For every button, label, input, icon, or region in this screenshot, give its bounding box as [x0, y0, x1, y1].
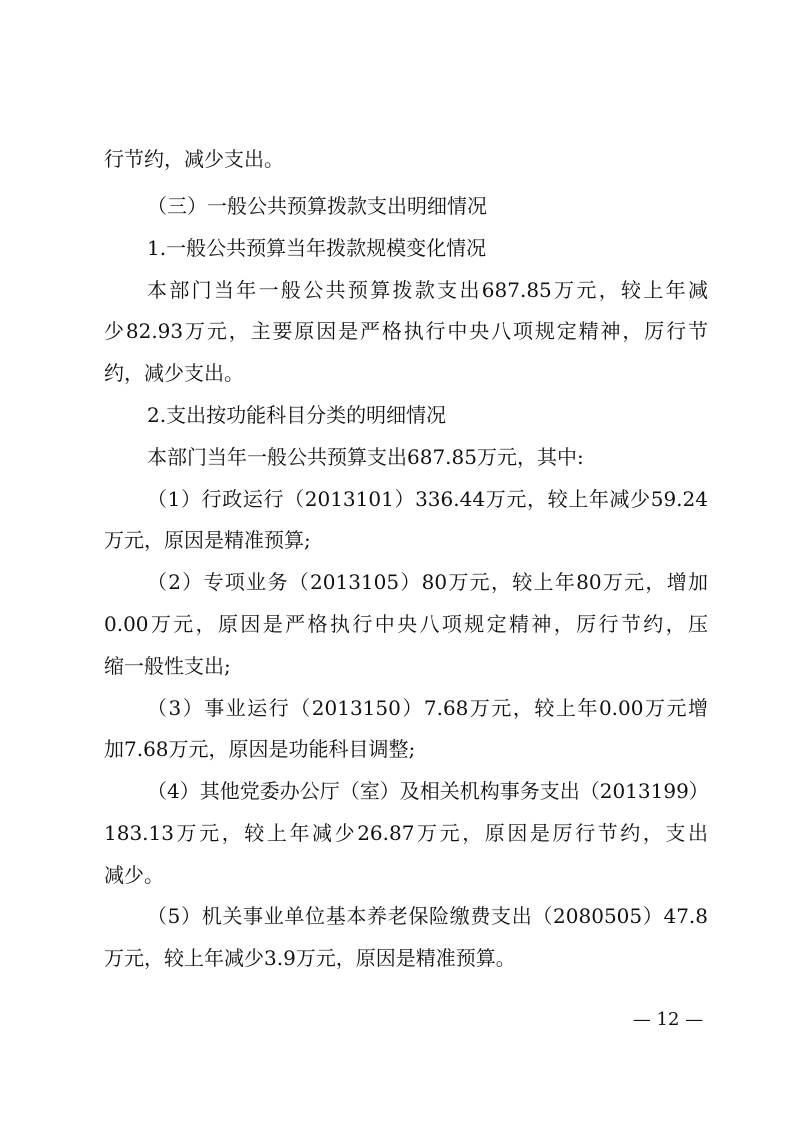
paragraph-line: 万元，原因是精准预算;: [104, 528, 311, 552]
paragraph-line: 行节约，减少支出。: [104, 147, 284, 171]
subsection-heading: 2.支出按功能科目分类的明细情况: [147, 403, 447, 427]
paragraph-line: 缩一般性支出;: [104, 654, 231, 678]
section-heading: （三）一般公共预算拨款支出明细情况: [147, 194, 487, 218]
subsection-heading: 1.一般公共预算当年拨款规模变化情况: [147, 236, 487, 260]
paragraph-line: 183.13万元，较上年减少26.87万元，原因是厉行节约，支出: [104, 821, 708, 845]
paragraph-line: 本部门当年一般公共预算拨款支出687.85万元，较上年减: [147, 278, 708, 302]
paragraph-line: 少82.93万元，主要原因是严格执行中央八项规定精神，厉行节: [104, 319, 708, 343]
paragraph-line: 加7.68万元，原因是功能科目调整;: [104, 737, 416, 761]
paragraph-line: （4）其他党委办公厅（室）及相关机构事务支出（2013199）: [147, 779, 709, 803]
paragraph-line: （3）事业运行（2013150）7.68万元，较上年0.00万元增: [147, 696, 708, 720]
paragraph-line: 约，减少支出。: [104, 361, 244, 385]
paragraph-line: （1）行政运行（2013101）336.44万元，较上年减少59.24: [147, 487, 708, 511]
page-number: — 12 —: [632, 1009, 704, 1030]
paragraph-line: （2）专项业务（2013105）80万元，较上年80万元，增加: [147, 570, 708, 594]
paragraph-line: （5）机关事业单位基本养老保险缴费支出（2080505）47.8: [147, 904, 708, 928]
paragraph-line: 0.00万元，原因是严格执行中央八项规定精神，厉行节约，压: [104, 612, 708, 636]
paragraph-line: 万元，较上年减少3.9万元，原因是精准预算。: [104, 946, 516, 970]
paragraph-line: 本部门当年一般公共预算支出687.85万元，其中:: [147, 445, 584, 469]
paragraph-line: 减少。: [104, 863, 164, 887]
